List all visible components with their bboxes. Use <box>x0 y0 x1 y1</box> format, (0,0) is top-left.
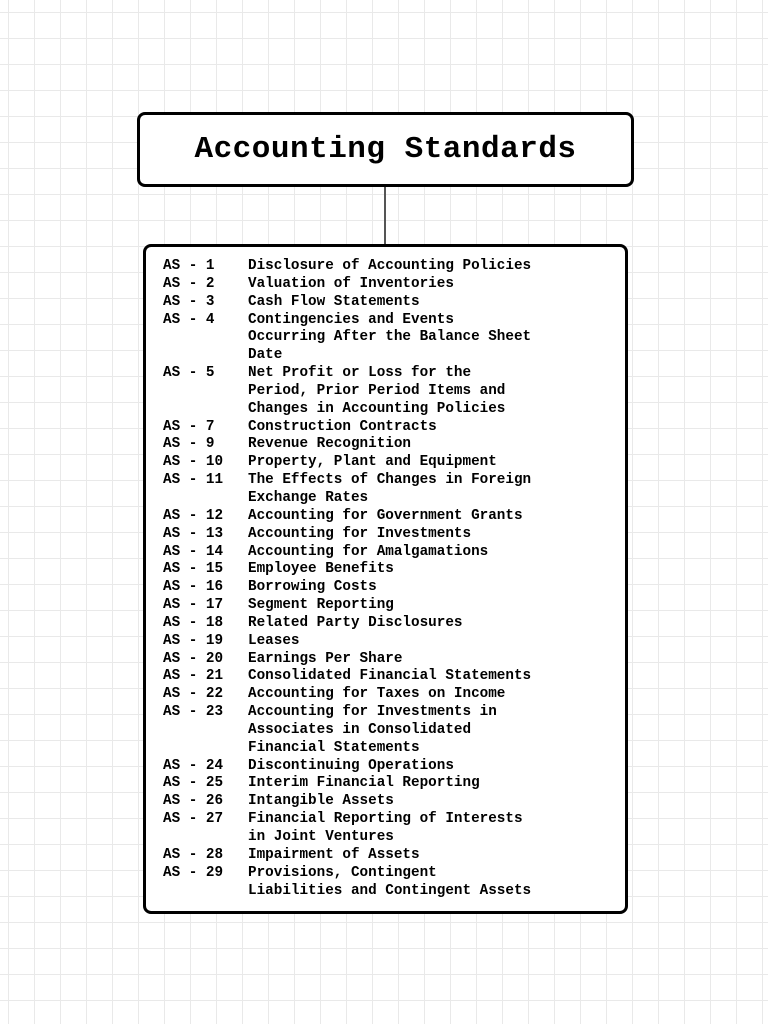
standard-code: AS - 29 <box>163 864 224 881</box>
standard-entry <box>163 847 531 865</box>
standard-title-line: Accounting for Investments <box>248 525 472 542</box>
standard-code: AS - 14 <box>163 543 224 560</box>
standard-code: AS - 24 <box>163 757 224 774</box>
standard-code: AS - 26 <box>163 793 224 810</box>
standard-title <box>248 847 420 865</box>
standard-title <box>248 544 488 562</box>
standard-title <box>248 775 480 793</box>
standard-title-line: Accounting for Government Grants <box>248 507 523 524</box>
standard-title-line: in Joint Ventures <box>248 829 394 845</box>
standard-code: AS - 27 <box>163 811 224 828</box>
standard-entry <box>163 758 531 776</box>
standard-entry <box>163 276 531 294</box>
standards-list <box>163 258 531 900</box>
standard-entry <box>163 365 531 419</box>
standard-code: AS - 9 <box>163 436 215 453</box>
standard-entry <box>163 633 531 651</box>
standard-entry <box>163 258 531 276</box>
standard-title-line: Liabilities and Contingent Assets <box>248 882 532 899</box>
standard-title-line: Segment Reporting <box>248 597 394 614</box>
standard-title-line: Financial Reporting of Interests <box>248 811 523 828</box>
standard-entry <box>163 312 531 366</box>
standard-title-line: Occurring After the Balance Sheet <box>248 329 532 346</box>
standard-entry <box>163 526 531 544</box>
standard-code: AS - 12 <box>163 507 224 524</box>
standard-entry <box>163 686 531 704</box>
standard-title <box>248 508 523 526</box>
standard-code: AS - 2 <box>163 275 215 292</box>
standard-code: AS - 4 <box>163 311 215 328</box>
standard-code: AS - 13 <box>163 525 224 542</box>
standard-title <box>248 419 437 437</box>
standard-title-line: Employee Benefits <box>248 561 394 578</box>
standard-title-line: Cash Flow Statements <box>248 293 420 310</box>
standard-title-line: Disclosure of Accounting Policies <box>248 258 532 274</box>
standard-title <box>248 276 454 294</box>
standard-code: AS - 23 <box>163 704 224 721</box>
standard-entry <box>163 419 531 437</box>
standard-title-line: Associates in Consolidated <box>248 721 472 738</box>
standard-title <box>248 454 497 472</box>
standard-title-line: Period, Prior Period Items and <box>248 382 506 399</box>
standard-code: AS - 28 <box>163 846 224 863</box>
standard-title <box>248 365 505 419</box>
standard-entry <box>163 615 531 633</box>
title-node <box>137 112 634 187</box>
standard-title-line: Exchange Rates <box>248 489 369 506</box>
standard-entry <box>163 544 531 562</box>
standard-title <box>248 294 420 312</box>
standard-title <box>248 597 394 615</box>
standard-title <box>248 312 531 366</box>
standard-title-line: Interim Financial Reporting <box>248 775 480 792</box>
standard-code: AS - 19 <box>163 632 224 649</box>
standard-title <box>248 793 394 811</box>
connector-line <box>384 187 386 244</box>
standard-title-line: Intangible Assets <box>248 793 394 810</box>
standard-title <box>248 436 411 454</box>
standard-title-line: Property, Plant and Equipment <box>248 454 497 471</box>
standard-title <box>248 758 454 776</box>
standards-list-node <box>143 244 628 914</box>
standard-code: AS - 3 <box>163 293 215 310</box>
standard-title-line: Leases <box>248 632 300 649</box>
standard-title-line: Financial Statements <box>248 739 420 756</box>
standard-entry <box>163 668 531 686</box>
diagram-title: Accounting Standards <box>194 132 577 167</box>
standard-entry <box>163 597 531 615</box>
standard-code: AS - 17 <box>163 597 224 614</box>
standard-code: AS - 11 <box>163 472 224 489</box>
standard-title-line: Changes in Accounting Policies <box>248 400 506 417</box>
standard-code: AS - 5 <box>163 365 215 382</box>
standard-code: AS - 1 <box>163 258 215 274</box>
standard-title <box>248 579 377 597</box>
standard-title <box>248 668 531 686</box>
standard-title <box>248 633 299 651</box>
standard-entry <box>163 865 531 901</box>
standard-title-line: Net Profit or Loss for the <box>248 365 472 382</box>
standard-title <box>248 811 523 847</box>
standard-title-line: Borrowing Costs <box>248 579 377 596</box>
standard-title-line: Related Party Disclosures <box>248 614 463 631</box>
standard-title <box>248 686 505 704</box>
standard-title <box>248 615 463 633</box>
standard-title-line: Consolidated Financial Statements <box>248 668 532 685</box>
standard-code: AS - 16 <box>163 579 224 596</box>
standard-title <box>248 865 531 901</box>
standard-title-line: Valuation of Inventories <box>248 275 454 292</box>
standard-title-line: The Effects of Changes in Foreign <box>248 472 532 489</box>
standard-entry <box>163 811 531 847</box>
standard-code: AS - 20 <box>163 650 224 667</box>
standard-title <box>248 472 531 508</box>
standard-title <box>248 651 402 669</box>
standard-entry <box>163 436 531 454</box>
standard-title <box>248 258 531 276</box>
standard-code: AS - 7 <box>163 418 215 435</box>
standard-code: AS - 22 <box>163 686 224 703</box>
standard-code: AS - 10 <box>163 454 224 471</box>
standard-entry <box>163 294 531 312</box>
standard-entry <box>163 579 531 597</box>
standard-title <box>248 704 497 758</box>
standard-title <box>248 561 394 579</box>
standard-code: AS - 15 <box>163 561 224 578</box>
standard-entry <box>163 775 531 793</box>
standard-title-line: Accounting for Investments in <box>248 704 497 721</box>
standard-title-line: Impairment of Assets <box>248 846 420 863</box>
standard-code: AS - 25 <box>163 775 224 792</box>
standard-title-line: Construction Contracts <box>248 418 437 435</box>
standard-entry <box>163 454 531 472</box>
standard-title-line: Accounting for Amalgamations <box>248 543 489 560</box>
standard-title-line: Revenue Recognition <box>248 436 412 453</box>
standard-entry <box>163 561 531 579</box>
standard-title <box>248 526 471 544</box>
standard-title-line: Contingencies and Events <box>248 311 454 328</box>
standard-entry <box>163 651 531 669</box>
standard-entry <box>163 704 531 758</box>
standard-title-line: Discontinuing Operations <box>248 757 454 774</box>
standard-title-line: Accounting for Taxes on Income <box>248 686 506 703</box>
standard-entry <box>163 508 531 526</box>
standard-title-line: Date <box>248 347 283 364</box>
standard-entry <box>163 793 531 811</box>
standard-title-line: Provisions, Contingent <box>248 864 437 881</box>
standard-title-line: Earnings Per Share <box>248 650 403 667</box>
standard-code: AS - 18 <box>163 614 224 631</box>
standard-code: AS - 21 <box>163 668 224 685</box>
standard-entry <box>163 472 531 508</box>
